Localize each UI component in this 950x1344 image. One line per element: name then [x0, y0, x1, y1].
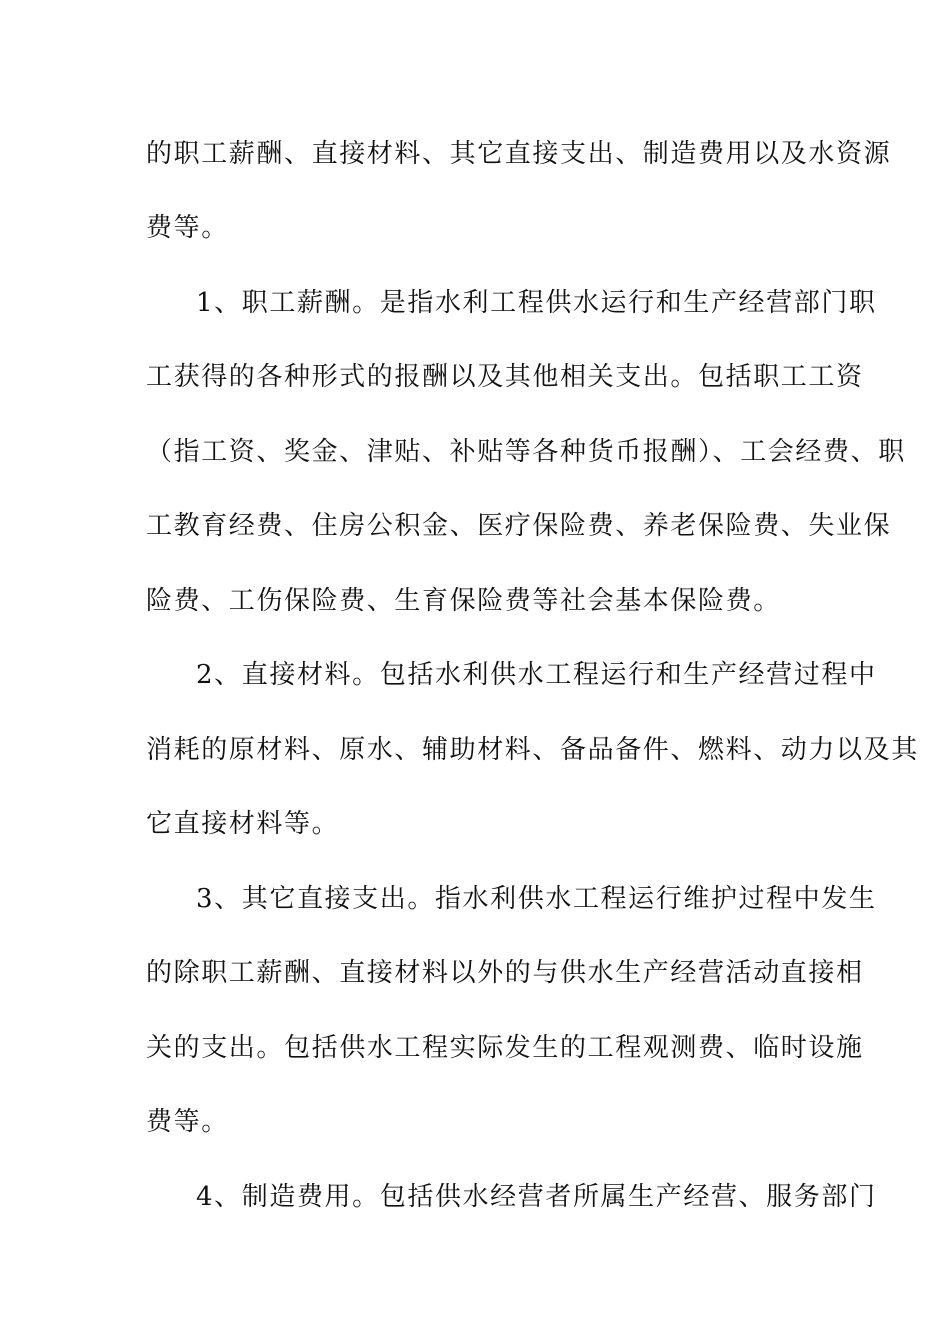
- text-line: 工教育经费、住房公积金、医疗保险费、养老保险费、失业保: [146, 511, 892, 541]
- text-line: 费等。: [146, 213, 229, 243]
- text-line: （指工资、奖金、津贴、补贴等各种货币报酬）、工会经费、职: [146, 437, 906, 467]
- text-line: 消耗的原材料、原水、辅助材料、备品备件、燃料、动力以及其: [146, 735, 919, 765]
- text-line: 工获得的各种形式的报酬以及其他相关支出。包括职工工资: [146, 362, 864, 392]
- text-line: 险费、工伤保险费、生育保险费等社会基本保险费。: [146, 586, 781, 616]
- text-line: 2、直接材料。包括水利供水工程运行和生产经营过程中: [196, 660, 877, 690]
- text-line: 的职工薪酬、直接材料、其它直接支出、制造费用以及水资源: [146, 139, 892, 169]
- text-line: 4、制造费用。包括供水经营者所属生产经营、服务部门: [196, 1182, 877, 1212]
- text-line: 费等。: [146, 1107, 229, 1137]
- text-line: 的除职工薪酬、直接材料以外的与供水生产经营活动直接相: [146, 958, 864, 988]
- text-line: 它直接材料等。: [146, 809, 340, 839]
- text-line: 1、职工薪酬。是指水利工程供水运行和生产经营部门职: [196, 288, 877, 318]
- text-line: 关的支出。包括供水工程实际发生的工程观测费、临时设施: [146, 1033, 864, 1063]
- text-line: 3、其它直接支出。指水利供水工程运行维护过程中发生: [196, 884, 877, 914]
